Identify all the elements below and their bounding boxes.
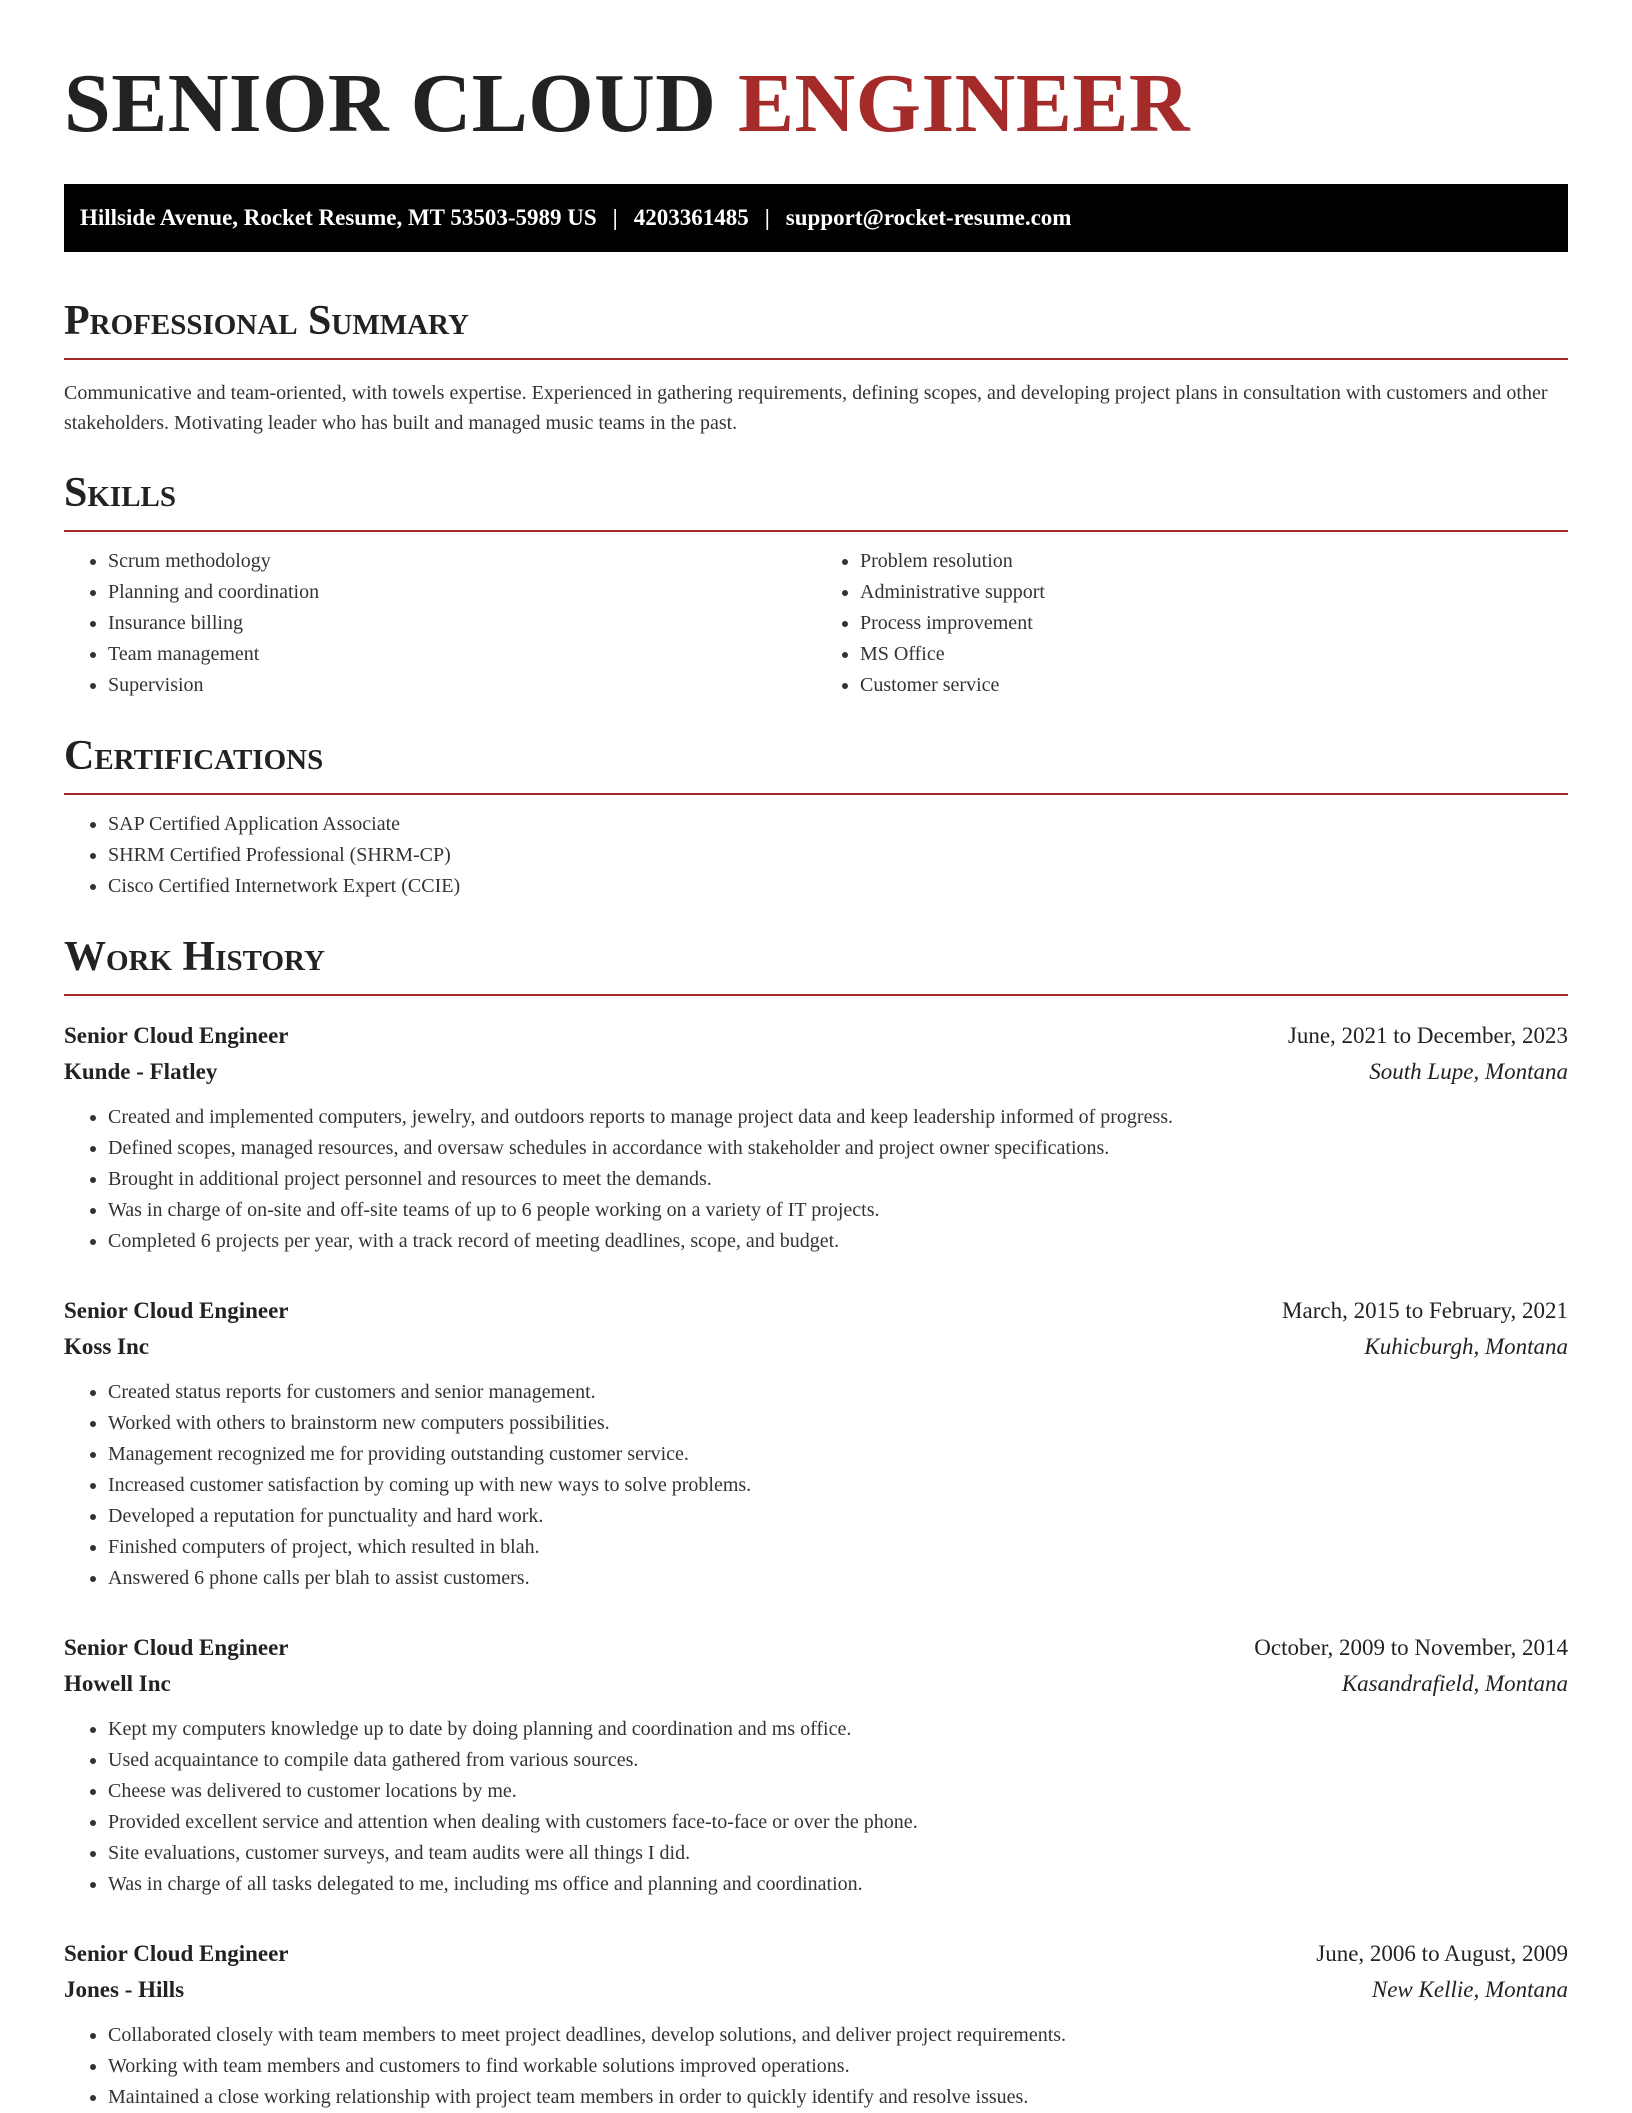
- job-header-row: [64, 1630, 1568, 1666]
- work-history-heading: Work History: [64, 932, 1568, 996]
- certifications-heading: Certifications: [64, 731, 1568, 795]
- job-duty: • Defined scopes, managed resources, and oversaw schedules in accordance with stakeholder and project owner specifications.: [108, 1133, 1568, 1164]
- job-dates: October, 2009 to November, 2014: [1254, 1635, 1568, 1660]
- job-duty: • Used acquaintance to compile data gathered from various sources.: [108, 1745, 1568, 1776]
- job-title: Senior Cloud Engineer: [64, 1635, 289, 1660]
- job-header-row: [64, 1936, 1568, 1972]
- job-duty: • Maintained a close working relationship with project team members in order to quickly identify and resolve issues.: [108, 2082, 1568, 2113]
- skill-item: • Team management: [108, 639, 816, 670]
- job-company-row: [64, 1054, 1568, 1090]
- job-title: Senior Cloud Engineer: [64, 1941, 289, 1966]
- job-entry: [64, 1936, 1568, 2113]
- skill-item: • Scrum methodology: [108, 546, 816, 577]
- skills-columns: [64, 532, 1568, 701]
- job-location: South Lupe, Montana: [1369, 1059, 1568, 1084]
- job-duty: • Site evaluations, customer surveys, and team audits were all things I did.: [108, 1838, 1568, 1869]
- job-duty: • Created and implemented computers, jewelry, and outdoors reports to manage project data and keep leadership informed of progress.: [108, 1102, 1568, 1133]
- skill-item: • Administrative support: [860, 577, 1568, 608]
- job-header-row: [64, 1293, 1568, 1329]
- job-duty: • Created status reports for customers and senior management.: [108, 1377, 1568, 1408]
- skill-item: • Planning and coordination: [108, 577, 816, 608]
- certification-item: • SAP Certified Application Associate: [108, 809, 1568, 840]
- summary-heading: Professional Summary: [64, 296, 1568, 360]
- job-duty: • Answered 6 phone calls per blah to assist customers.: [108, 1563, 1568, 1594]
- job-entry: [64, 1293, 1568, 1594]
- job-company: Jones - Hills: [64, 1977, 185, 2002]
- skills-section: [64, 468, 1568, 701]
- summary-section: [64, 296, 1568, 438]
- skills-heading: Skills: [64, 468, 1568, 532]
- certifications-list: [64, 809, 1568, 902]
- job-company: Koss Inc: [64, 1334, 149, 1359]
- contact-email[interactable]: support@rocket-resume.com: [785, 205, 1072, 230]
- certification-item: • SHRM Certified Professional (SHRM-CP): [108, 840, 1568, 871]
- job-duty: • Provided excellent service and attention when dealing with customers face-to-face or over the phone.: [108, 1807, 1568, 1838]
- job-duties-list: [64, 1102, 1568, 1257]
- job-duty: • Finished computers of project, which resulted in blah.: [108, 1532, 1568, 1563]
- job-duty: • Developed a reputation for punctuality and hard work.: [108, 1501, 1568, 1532]
- skills-list-right: [816, 546, 1568, 701]
- job-duty: • Was in charge of on-site and off-site teams of up to 6 people working on a variety of IT projects.: [108, 1195, 1568, 1226]
- job-duty: • Collaborated closely with team members to meet project deadlines, develop solutions, and deliver project requirements.: [108, 2020, 1568, 2051]
- job-company-row: [64, 1666, 1568, 1702]
- job-duties-list: [64, 1377, 1568, 1594]
- job-location: New Kellie, Montana: [1371, 1977, 1568, 2002]
- job-entry: [64, 1630, 1568, 1900]
- job-company: Howell Inc: [64, 1671, 171, 1696]
- skill-item: • Problem resolution: [860, 546, 1568, 577]
- job-duty: • Completed 6 projects per year, with a track record of meeting deadlines, scope, and budget.: [108, 1226, 1568, 1257]
- skill-item: • Customer service: [860, 670, 1568, 701]
- job-duty: • Kept my computers knowledge up to date by doing planning and coordination and ms office.: [108, 1714, 1568, 1745]
- contact-phone: 4203361485: [633, 205, 749, 230]
- job-company-row: [64, 1972, 1568, 2008]
- job-dates: June, 2021 to December, 2023: [1287, 1023, 1568, 1048]
- job-entry: [64, 1018, 1568, 1257]
- contact-bar: [64, 184, 1568, 252]
- job-location: Kuhicburgh, Montana: [1364, 1334, 1568, 1359]
- job-company: Kunde - Flatley: [64, 1059, 218, 1084]
- skills-list-left: [64, 546, 816, 701]
- job-location: Kasandrafield, Montana: [1341, 1671, 1568, 1696]
- job-duties-list: [64, 2020, 1568, 2113]
- job-duty: • Working with team members and customers to find workable solutions improved operations.: [108, 2051, 1568, 2082]
- skill-item: • Insurance billing: [108, 608, 816, 639]
- contact-separator: |: [612, 205, 618, 230]
- contact-address: Hillside Avenue, Rocket Resume, MT 53503-5989 US: [80, 205, 597, 230]
- contact-separator: |: [764, 205, 770, 230]
- job-dates: June, 2006 to August, 2009: [1316, 1941, 1568, 1966]
- job-duty: • Was in charge of all tasks delegated to me, including ms office and planning and coordination.: [108, 1869, 1568, 1900]
- job-duty: • Brought in additional project personnel and resources to meet the demands.: [108, 1164, 1568, 1195]
- job-header-row: [64, 1018, 1568, 1054]
- summary-text: Communicative and team-oriented, with towels expertise. Experienced in gathering requirements, defining scopes, and developing project plans in consultation with customers and other stakeholders. Motivating leader who has built and managed music teams in the past.: [64, 382, 1548, 434]
- certifications-section: [64, 731, 1568, 902]
- work-history-section: [64, 932, 1568, 2113]
- name-main: SENIOR CLOUD: [64, 57, 717, 150]
- skill-item: • Process improvement: [860, 608, 1568, 639]
- job-duty: • Cheese was delivered to customer locations by me.: [108, 1776, 1568, 1807]
- job-duty: • Management recognized me for providing outstanding customer service.: [108, 1439, 1568, 1470]
- certification-item: • Cisco Certified Internetwork Expert (CCIE): [108, 871, 1568, 902]
- job-duty: • Increased customer satisfaction by coming up with new ways to solve problems.: [108, 1470, 1568, 1501]
- job-title: Senior Cloud Engineer: [64, 1298, 289, 1323]
- job-dates: March, 2015 to February, 2021: [1282, 1298, 1568, 1323]
- job-title: Senior Cloud Engineer: [64, 1023, 289, 1048]
- skill-item: • Supervision: [108, 670, 816, 701]
- job-duty: • Worked with others to brainstorm new computers possibilities.: [108, 1408, 1568, 1439]
- job-company-row: [64, 1329, 1568, 1365]
- skill-item: • MS Office: [860, 639, 1568, 670]
- resume-name: [64, 56, 1568, 152]
- job-duties-list: [64, 1714, 1568, 1900]
- name-accent: ENGINEER: [737, 57, 1191, 150]
